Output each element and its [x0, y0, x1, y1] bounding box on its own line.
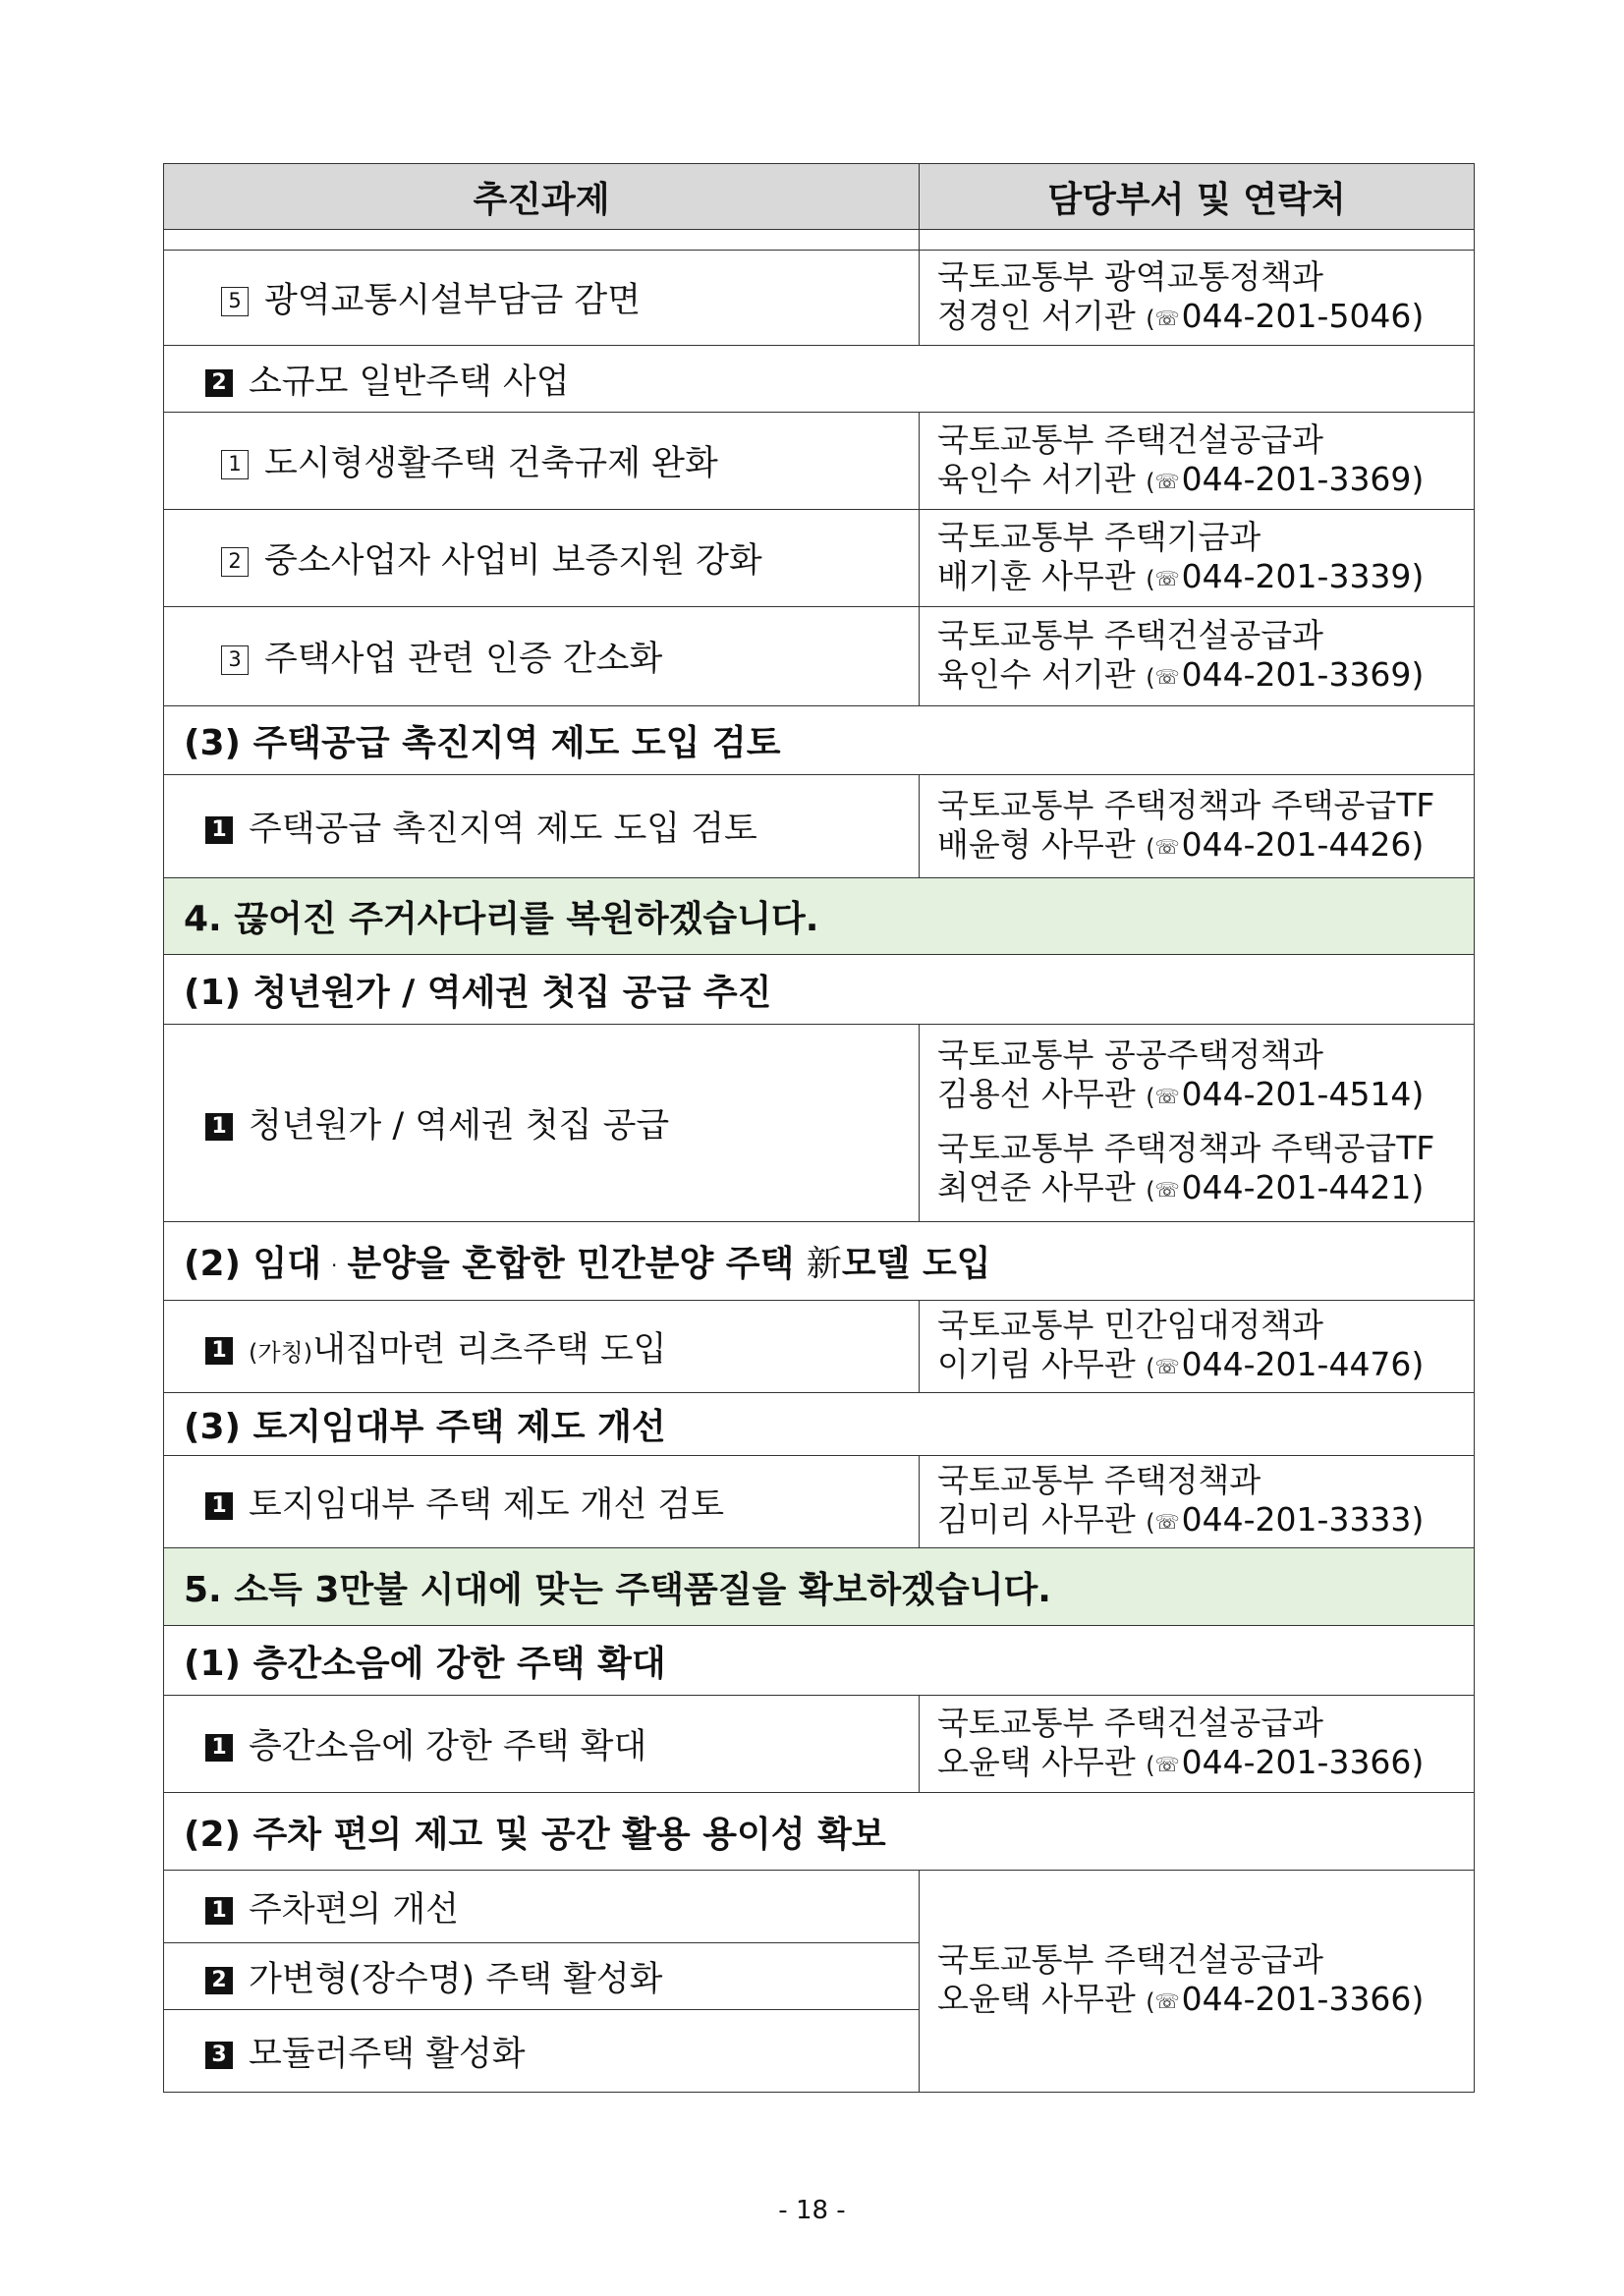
- numbered-box-marker: 3: [221, 645, 249, 675]
- department-name: 국토교통부 주택정책과 주택공급TF: [937, 785, 1435, 824]
- paren-open: (: [1146, 1988, 1155, 2016]
- task-label: 모듈러주택 활성화: [249, 2034, 526, 2074]
- phone-icon: ☏: [1154, 1752, 1180, 1776]
- contact-person-line: [937, 460, 1474, 502]
- subsection-title: (3) 토지임대부 주택 제도 개선: [164, 1393, 1475, 1456]
- phone-icon: ☏: [1154, 664, 1180, 689]
- department-name: 국토교통부 공공주택정책과: [937, 1036, 1324, 1074]
- phone-icon: ☏: [1154, 1355, 1180, 1378]
- task-cell: [164, 2010, 920, 2093]
- subsection-row: [164, 1626, 1475, 1696]
- table-row: [164, 1696, 1475, 1793]
- person-name: 김미리 사무관: [937, 1500, 1136, 1539]
- task-cell: [164, 1871, 920, 1943]
- phone-icon: ☏: [1154, 1178, 1180, 1202]
- phone-number: 044-201-3369: [1181, 654, 1412, 694]
- task-label: 가변형(장수명) 주택 활성화: [249, 1959, 663, 1999]
- subsection-row: [164, 1222, 1475, 1301]
- contact-person-line: [937, 1500, 1474, 1542]
- contact-cell: [920, 1696, 1475, 1793]
- numbered-box-marker: 2: [221, 547, 249, 577]
- page-number: - 18 -: [778, 2196, 846, 2225]
- numbered-box-marker: 1: [221, 450, 249, 479]
- task-label: 주택공급 촉진지역 제도 도입 검토: [249, 810, 757, 849]
- phone-number: 044-201-4514: [1181, 1075, 1412, 1113]
- contact-person-line: [937, 1980, 1474, 2022]
- contact-person-line: [937, 1743, 1474, 1785]
- department-name: 국토교통부 주택건설공급과: [937, 615, 1324, 654]
- department-name: 국토교통부 주택정책과 주택공급TF: [937, 1129, 1435, 1167]
- paren-close: ): [1411, 1742, 1425, 1781]
- phone-number: 044-201-4426: [1181, 824, 1412, 864]
- phone-number: 044-201-3369: [1181, 459, 1412, 498]
- table-row: [164, 607, 1475, 706]
- task-cell: [164, 510, 920, 607]
- subsection-title: [164, 1222, 1475, 1301]
- filled-number-marker: 1: [205, 1492, 233, 1520]
- person-name: 이기림 사무관: [937, 1345, 1136, 1383]
- contact-person-line: [937, 655, 1474, 698]
- paren-open: (: [1146, 1509, 1155, 1537]
- subsection-title: (3) 주택공급 촉진지역 제도 도입 검토: [164, 706, 1475, 775]
- person-name: 육인수 서기관: [937, 654, 1136, 694]
- task-cell: [164, 251, 920, 346]
- phone-icon: ☏: [1154, 1085, 1180, 1108]
- task-label: 광역교통시설부담금 감면: [264, 281, 642, 320]
- person-name: 김용선 사무관: [937, 1075, 1136, 1113]
- task-label: 토지임대부 주택 제도 개선 검토: [249, 1484, 725, 1525]
- filled-number-marker: 1: [205, 1113, 233, 1141]
- task-cell: [164, 1025, 920, 1222]
- paren-close: ): [1411, 1980, 1425, 2018]
- task-label: 주택사업 관련 인증 간소화: [264, 640, 663, 679]
- subsection-title-part: 모델 도입: [841, 1244, 991, 1284]
- header-task-cell: 추진과제: [164, 164, 920, 230]
- task-label: 주차편의 개선: [249, 1889, 459, 1930]
- contact-cell: [920, 510, 1475, 607]
- contact-person-line: [937, 1345, 1474, 1387]
- filled-number-marker: 1: [205, 1897, 233, 1925]
- paren-open: (: [1146, 305, 1155, 333]
- subsection-row: [164, 955, 1475, 1025]
- task-label: 내집마련 리츠주택 도입: [312, 1329, 667, 1370]
- task-cell: [164, 1696, 920, 1793]
- numbered-box-marker: 5: [221, 287, 249, 316]
- filled-number-marker: 1: [205, 1734, 233, 1762]
- phone-icon: ☏: [1154, 306, 1180, 330]
- person-name: 최연준 사무관: [937, 1168, 1136, 1206]
- person-name: 오윤택 사무관: [937, 1742, 1136, 1781]
- paren-open: (: [1146, 1751, 1155, 1779]
- task-cell: [164, 775, 920, 878]
- table-row: [164, 775, 1475, 878]
- paren-close: ): [1411, 556, 1425, 595]
- subsection-title: (2) 주차 편의 제고 및 공간 활용 용이성 확보: [164, 1793, 1475, 1871]
- paren-close: ): [1411, 459, 1425, 498]
- subsection-row: [164, 706, 1475, 775]
- phone-number: 044-201-3333: [1181, 1500, 1412, 1539]
- task-label: 청년원가 / 역세권 첫집 공급: [249, 1106, 670, 1146]
- table-row: [164, 1301, 1475, 1393]
- paren-open: (: [1146, 663, 1155, 692]
- contact-cell: [920, 1871, 1475, 2093]
- hanja-new: 新: [806, 1244, 842, 1284]
- table-row: [164, 346, 1475, 413]
- middle-dot: ·: [331, 1254, 338, 1277]
- task-cell: [164, 413, 920, 510]
- paren-close: ): [1411, 824, 1425, 864]
- category-row: [164, 1548, 1475, 1626]
- paren-open: (: [1146, 1354, 1155, 1381]
- department-name: 국토교통부 광역교통정책과: [937, 256, 1324, 296]
- paren-open: (: [1146, 1177, 1155, 1204]
- person-name: 오윤택 사무관: [937, 1980, 1136, 2018]
- paren-open: (: [1146, 1084, 1155, 1111]
- department-name: 국토교통부 주택기금과: [937, 517, 1261, 556]
- department-name: 국토교통부 주택건설공급과: [937, 420, 1324, 459]
- contact-person-line: [937, 1075, 1474, 1117]
- task-cell: [164, 1456, 920, 1548]
- category-row: [164, 878, 1475, 955]
- person-name: 육인수 서기관: [937, 459, 1136, 498]
- phone-number: 044-201-4421: [1181, 1168, 1412, 1206]
- table-header-row: [164, 164, 1475, 230]
- filled-number-marker: 2: [205, 369, 233, 397]
- contact-cell: [920, 1301, 1475, 1393]
- phone-number: 044-201-3339: [1181, 556, 1412, 595]
- table-row: [164, 1456, 1475, 1548]
- task-label: 중소사업자 사업비 보증지원 강화: [264, 541, 762, 581]
- phone-number: 044-201-3366: [1181, 1980, 1412, 2018]
- contact-person-line: [937, 1168, 1474, 1210]
- paren-open: (: [1146, 468, 1155, 496]
- department-name: 국토교통부 민간임대정책과: [937, 1306, 1324, 1344]
- task-prefix: (가칭): [249, 1338, 313, 1367]
- paren-close: ): [1411, 1075, 1425, 1113]
- spacer-row: [164, 230, 1475, 251]
- subsection-row: [164, 1793, 1475, 1871]
- contact-cell: [920, 1025, 1475, 1222]
- contact-person-line: [937, 825, 1474, 868]
- task-cell: [164, 607, 920, 706]
- paren-close: ): [1411, 296, 1425, 335]
- table-row: [164, 1871, 1475, 1943]
- table-row: [164, 1025, 1475, 1222]
- paren-open: (: [1146, 833, 1155, 862]
- contact-person-line: [937, 557, 1474, 599]
- table-row: [164, 413, 1475, 510]
- category-title: 4. 끊어진 주거사다리를 복원하겠습니다.: [164, 878, 1475, 955]
- task-label: 도시형생활주택 건축규제 완화: [264, 444, 718, 483]
- person-name: 배기훈 사무관: [937, 556, 1136, 595]
- phone-icon: ☏: [1154, 1510, 1180, 1534]
- contact-cell: [920, 775, 1475, 878]
- task-label: 소규모 일반주택 사업: [249, 362, 570, 402]
- contact-cell: [920, 607, 1475, 706]
- phone-icon: ☏: [1154, 469, 1180, 493]
- paren-close: ): [1411, 654, 1425, 694]
- phone-icon: ☏: [1154, 1989, 1180, 2013]
- filled-number-marker: 1: [205, 816, 233, 844]
- subsection-title: (1) 층간소음에 강한 주택 확대: [164, 1626, 1475, 1696]
- paren-open: (: [1146, 565, 1155, 593]
- category-title: 5. 소득 3만불 시대에 맞는 주택품질을 확보하겠습니다.: [164, 1548, 1475, 1626]
- department-name: 국토교통부 주택정책과: [937, 1461, 1261, 1499]
- contact-cell: [920, 413, 1475, 510]
- phone-icon: ☏: [1154, 566, 1180, 590]
- person-name: 정경인 서기관: [937, 296, 1136, 335]
- task-label: 층간소음에 강한 주택 확대: [249, 1727, 647, 1766]
- department-name: 국토교통부 주택건설공급과: [937, 1940, 1324, 1979]
- contact-cell: [920, 1456, 1475, 1548]
- filled-number-marker: 2: [205, 1967, 233, 1994]
- header-contact-cell: 담당부서 및 연락처: [920, 164, 1475, 230]
- phone-icon: ☏: [1154, 834, 1180, 859]
- department-name: 국토교통부 주택건설공급과: [937, 1703, 1324, 1742]
- table-row: [164, 510, 1475, 607]
- paren-close: ): [1411, 1500, 1425, 1539]
- filled-number-marker: 1: [205, 1337, 233, 1365]
- subsection-title-part: 분양을 혼합한 민간분양 주택: [347, 1244, 795, 1284]
- contact-cell: [920, 251, 1475, 346]
- subsection-title: (1) 청년원가 / 역세권 첫집 공급 추진: [164, 955, 1475, 1025]
- subsection-title-part: (2) 임대: [184, 1244, 322, 1284]
- contact-person-line: [937, 297, 1474, 339]
- task-cell: [164, 1943, 920, 2010]
- filled-number-marker: 3: [205, 2042, 233, 2069]
- task-contact-table: [163, 163, 1475, 2093]
- paren-close: ): [1411, 1168, 1425, 1206]
- table-row: [164, 251, 1475, 346]
- paren-close: ): [1411, 1345, 1425, 1383]
- subsection-row: [164, 1393, 1475, 1456]
- phone-number: 044-201-5046: [1181, 296, 1412, 335]
- task-group-cell: [164, 346, 1475, 413]
- phone-number: 044-201-4476: [1181, 1345, 1412, 1383]
- person-name: 배윤형 사무관: [937, 824, 1136, 864]
- phone-number: 044-201-3366: [1181, 1742, 1412, 1781]
- task-cell: [164, 1301, 920, 1393]
